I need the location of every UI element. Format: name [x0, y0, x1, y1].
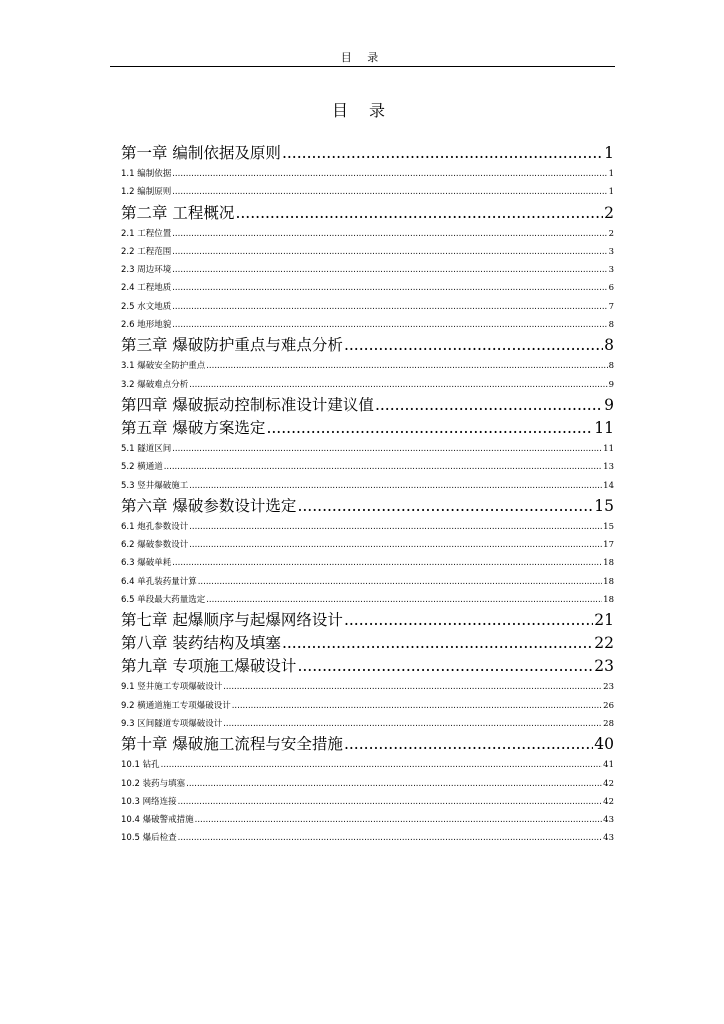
toc-dot-leader	[282, 142, 603, 165]
toc-page-number: 17	[603, 540, 614, 551]
toc-page-number: 14	[603, 480, 614, 491]
toc-page-number: 28	[603, 718, 614, 729]
toc-section-entry[interactable]	[121, 697, 614, 715]
toc-entry-label: 5.3 竖井爆破施工	[121, 480, 189, 491]
table-of-contents	[121, 142, 614, 848]
toc-dot-leader	[189, 518, 602, 536]
header-rule	[110, 66, 615, 67]
toc-entry-label: 2.2 工程范围	[121, 246, 172, 257]
toc-chapter-entry[interactable]	[121, 495, 614, 518]
toc-entry-label: 1.1 编制依据	[121, 169, 172, 179]
toc-section-entry[interactable]	[121, 183, 614, 201]
toc-dot-leader	[206, 357, 607, 375]
toc-chapter-entry[interactable]	[121, 655, 614, 678]
toc-section-entry[interactable]	[121, 298, 614, 316]
toc-entry-label: 6.4 单孔装药量计算	[121, 576, 197, 587]
toc-entry-label: 9.3 区间隧道专项爆破设计	[121, 718, 223, 729]
toc-dot-leader	[206, 591, 602, 609]
toc-section-entry[interactable]	[121, 225, 614, 243]
toc-section-entry[interactable]	[121, 165, 614, 183]
toc-page-number: 22	[594, 634, 614, 653]
toc-page-number: 11	[603, 443, 614, 454]
toc-page-number: 9	[608, 379, 614, 390]
toc-dot-leader	[223, 678, 602, 696]
toc-chapter-entry[interactable]	[121, 334, 614, 357]
toc-entry-label: 1.2 编制原则	[121, 187, 172, 198]
toc-page-number: 43	[603, 833, 614, 844]
toc-entry-label: 第七章 起爆顺序与起爆网络设计	[121, 611, 343, 630]
toc-page-number: 6	[608, 283, 614, 294]
toc-dot-leader	[297, 655, 593, 678]
toc-page-number: 1	[608, 187, 614, 198]
toc-dot-leader	[164, 458, 602, 476]
toc-dot-leader	[235, 202, 603, 225]
toc-page-number: 15	[603, 521, 614, 532]
toc-dot-leader	[172, 279, 607, 297]
toc-section-entry[interactable]	[121, 756, 614, 774]
toc-dot-leader	[161, 756, 603, 774]
toc-entry-label: 第三章 爆破防护重点与难点分析	[121, 336, 343, 355]
toc-entry-label: 10.5 爆后检查	[121, 833, 177, 844]
toc-section-entry[interactable]	[121, 518, 614, 536]
toc-section-entry[interactable]	[121, 536, 614, 554]
toc-page-number: 26	[603, 700, 614, 711]
toc-section-entry[interactable]	[121, 591, 614, 609]
toc-page-number: 43	[603, 815, 614, 826]
toc-entry-label: 第二章 工程概况	[121, 203, 235, 222]
toc-entry-label: 第八章 装药结构及填塞	[121, 634, 281, 653]
toc-page-number: 8	[608, 320, 614, 331]
toc-section-entry[interactable]	[121, 793, 614, 811]
toc-dot-leader	[178, 829, 603, 847]
toc-dot-leader	[172, 243, 607, 261]
toc-page-number: 42	[603, 778, 614, 789]
toc-dot-leader	[266, 417, 593, 440]
toc-section-entry[interactable]	[121, 678, 614, 696]
toc-chapter-entry[interactable]	[121, 609, 614, 632]
toc-page-number: 2	[608, 228, 614, 239]
toc-page-number: 9	[604, 395, 614, 414]
toc-dot-leader	[172, 261, 607, 279]
toc-entry-label: 2.1 工程位置	[121, 228, 172, 239]
toc-entry-label: 第十章 爆破施工流程与安全措施	[121, 735, 343, 754]
toc-dot-leader	[172, 298, 607, 316]
toc-chapter-entry[interactable]	[121, 417, 614, 440]
toc-chapter-entry[interactable]	[121, 202, 614, 225]
toc-page-number: 3	[608, 246, 614, 257]
toc-section-entry[interactable]	[121, 573, 614, 591]
toc-chapter-entry[interactable]	[121, 142, 614, 165]
toc-section-entry[interactable]	[121, 775, 614, 793]
toc-page-number: 23	[594, 657, 614, 676]
toc-dot-leader	[172, 316, 607, 334]
toc-page-number: 8	[608, 361, 614, 372]
page-title: 目 录	[331, 101, 394, 120]
toc-chapter-entry[interactable]	[121, 632, 614, 655]
toc-dot-leader	[232, 697, 602, 715]
toc-chapter-entry[interactable]	[121, 394, 614, 417]
toc-section-entry[interactable]	[121, 811, 614, 829]
toc-section-entry[interactable]	[121, 829, 614, 847]
toc-section-entry[interactable]	[121, 316, 614, 334]
toc-page-number: 18	[603, 595, 614, 606]
toc-section-entry[interactable]	[121, 554, 614, 572]
toc-section-entry[interactable]	[121, 458, 614, 476]
toc-entry-label: 第四章 爆破振动控制标准设计建议值	[121, 395, 374, 414]
toc-entry-label: 第九章 专项施工爆破设计	[121, 657, 297, 676]
toc-dot-leader	[172, 440, 602, 458]
toc-section-entry[interactable]	[121, 440, 614, 458]
toc-dot-leader	[172, 183, 607, 201]
toc-entry-label: 2.5 水文地质	[121, 301, 172, 312]
toc-page-number: 7	[608, 301, 614, 312]
toc-dot-leader	[282, 632, 593, 655]
toc-dot-leader	[375, 394, 603, 417]
toc-dot-leader	[172, 554, 602, 572]
toc-entry-label: 6.1 炮孔参数设计	[121, 521, 189, 532]
toc-dot-leader	[344, 334, 603, 357]
toc-section-entry[interactable]	[121, 715, 614, 733]
toc-entry-label: 5.2 横通道	[121, 462, 163, 473]
toc-entry-label: 2.6 地形地貌	[121, 320, 172, 331]
toc-page-number: 18	[603, 558, 614, 569]
toc-dot-leader	[198, 573, 602, 591]
toc-dot-leader	[189, 376, 607, 394]
toc-entry-label: 2.4 工程地质	[121, 283, 172, 294]
toc-entry-label: 9.1 竖井施工专项爆破设计	[121, 682, 223, 693]
toc-entry-label: 第六章 爆破参数设计选定	[121, 496, 297, 515]
toc-entry-label: 第一章 编制依据及原则	[121, 144, 281, 162]
toc-page-number: 40	[594, 735, 614, 754]
toc-dot-leader	[189, 477, 602, 495]
toc-page-number: 42	[603, 796, 614, 807]
toc-section-entry[interactable]	[121, 243, 614, 261]
toc-page-number: 21	[594, 611, 614, 630]
toc-entry-label: 3.1 爆破安全防护重点	[121, 361, 206, 372]
toc-entry-label: 6.3 爆破单耗	[121, 558, 172, 569]
toc-dot-leader	[297, 495, 593, 518]
toc-entry-label: 9.2 横通道施工专项爆破设计	[121, 700, 231, 711]
toc-page-number: 2	[604, 203, 614, 222]
toc-entry-label: 10.1 钻孔	[121, 760, 160, 771]
toc-entry-label: 第五章 爆破方案选定	[121, 418, 266, 437]
toc-section-entry[interactable]	[121, 279, 614, 297]
toc-section-entry[interactable]	[121, 357, 614, 375]
toc-section-entry[interactable]	[121, 376, 614, 394]
toc-entry-label: 3.2 爆破难点分析	[121, 379, 189, 390]
toc-entry-label: 6.2 爆破参数设计	[121, 540, 189, 551]
toc-page-number: 18	[603, 576, 614, 587]
toc-page-number: 8	[604, 336, 614, 355]
running-header: 目 录	[340, 51, 385, 64]
toc-entry-label: 10.4 爆破警戒措施	[121, 815, 194, 826]
toc-dot-leader	[172, 225, 607, 243]
toc-dot-leader	[223, 715, 602, 733]
toc-page-number: 41	[603, 760, 614, 771]
toc-page-number: 15	[594, 496, 614, 515]
toc-entry-label: 2.3 周边环境	[121, 265, 172, 276]
toc-chapter-entry[interactable]	[121, 733, 614, 756]
toc-dot-leader	[178, 793, 603, 811]
toc-dot-leader	[172, 165, 607, 183]
toc-page-number: 3	[608, 265, 614, 276]
toc-entry-label: 10.2 装药与填塞	[121, 778, 186, 789]
toc-dot-leader	[344, 733, 593, 756]
toc-page-number: 13	[603, 462, 614, 473]
toc-dot-leader	[189, 536, 602, 554]
toc-section-entry[interactable]	[121, 261, 614, 279]
toc-entry-label: 10.3 网络连接	[121, 796, 177, 807]
toc-page-number: 1	[608, 169, 614, 179]
toc-entry-label: 5.1 隧道区间	[121, 443, 172, 454]
toc-page-number: 11	[594, 418, 614, 437]
toc-page-number: 1	[604, 144, 614, 162]
toc-dot-leader	[186, 775, 602, 793]
toc-entry-label: 6.5 单段最大药量选定	[121, 595, 206, 606]
toc-dot-leader	[344, 609, 593, 632]
toc-section-entry[interactable]	[121, 477, 614, 495]
toc-page-number: 23	[603, 682, 614, 693]
toc-dot-leader	[195, 811, 603, 829]
